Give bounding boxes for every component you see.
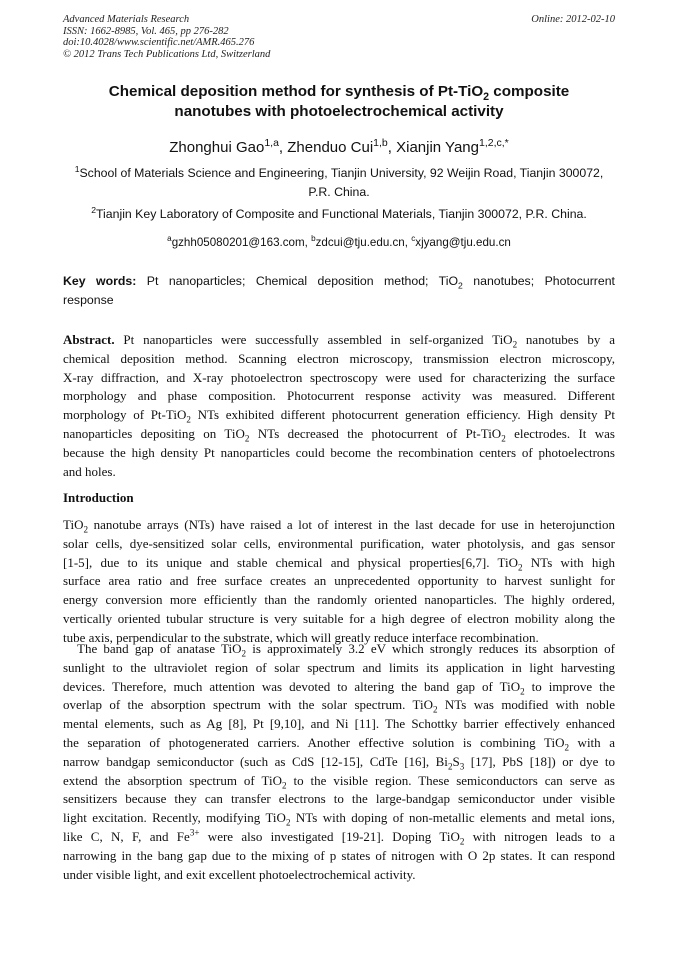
text-run: Pt nanoparticles; Chemical deposition method; TiO xyxy=(136,274,459,288)
text-run: overlap of the absorption spectrum with the solar spectrum. TiO xyxy=(63,697,433,713)
author-list xyxy=(63,138,615,158)
title-line-1 xyxy=(63,82,615,102)
text-run: 2 xyxy=(520,686,525,697)
text-run: 2 xyxy=(241,648,247,659)
text-run: 2 xyxy=(458,280,463,291)
text-run: NTs was modified with noble xyxy=(437,697,615,713)
text-run: energy conversion more efficiently than the randomly oriented nanoparticles. The highly ordered, xyxy=(63,592,615,608)
text-run: solar cells, dye-sensitized solar cells, environmental purification, water photolysis, and gas sensor xyxy=(63,535,615,551)
author-3: Xianjin Yang xyxy=(396,139,479,156)
abstract-label: Abstract. xyxy=(63,332,115,347)
text-run: morphology and phase composition. Photocurrent response activity was measured. Different xyxy=(63,388,615,404)
text-run: 2 xyxy=(564,742,570,753)
email-link[interactable]: gzhh05080201@163.com xyxy=(171,236,305,249)
text-run: P.R. China. xyxy=(308,185,370,199)
text-run: 2 xyxy=(483,91,490,104)
text-run: NTs exhibited different photocurrent generation efficiency. High density Pt xyxy=(190,407,615,423)
journal-doi: doi:10.4028/www.scientific.net/AMR.465.276 xyxy=(63,37,255,48)
journal-issn: ISSN: 1662-8985, Vol. 465, pp 276-282 xyxy=(63,25,229,37)
text-run: 2 xyxy=(244,433,250,444)
affiliation-1 xyxy=(63,164,615,202)
text-run: like C, N, F, and Fe xyxy=(63,828,190,844)
text-run: 3 xyxy=(459,761,465,772)
keywords-label: Key words: xyxy=(63,274,137,288)
text-run: nanotubes; Photocurrent xyxy=(462,274,615,288)
online-date: Online: 2012-02-10 xyxy=(531,14,615,25)
text-run: under visible light, and exit excellent photoelectrochemical activity. xyxy=(63,866,416,882)
text-run: to improve the xyxy=(524,678,615,694)
text-run: c xyxy=(411,234,416,244)
text-run: narrow bandgap semiconductor (such as CdS [12-15], CdTe [16], Bi xyxy=(63,753,448,769)
text-run: [17], PbS [18]) or dye to xyxy=(464,753,615,769)
text-run: 2 xyxy=(447,761,453,772)
text-run: narrowing in the bang gap due to the mixing of p states of nitrogen with O 2p states. It can respond xyxy=(63,847,615,863)
text-run: 2 xyxy=(501,433,506,444)
text-run: , xyxy=(278,139,288,156)
text-run: [1-5], due to its unique and stable chemical and physical properties[6,7]. TiO xyxy=(63,554,518,570)
text-run: 2 xyxy=(432,704,438,715)
text-run: Tianjin Key Laboratory of Composite and Functional Materials, Tianjin 300072, P.R. China. xyxy=(96,207,587,221)
journal-copyright: © 2012 Trans Tech Publications Ltd, Switzerland xyxy=(63,48,271,60)
text-run: Pt nanoparticles were successfully assembled in self-organized TiO xyxy=(114,332,513,347)
text-run: with a xyxy=(569,734,615,750)
author-1-affil: 1,a xyxy=(264,137,279,149)
text-run: nanoparticles depositing on TiO xyxy=(63,425,245,441)
text-run: electrodes. It was xyxy=(505,425,615,441)
text-run: NTs decreased the photocurrent of Pt-TiO xyxy=(249,425,502,441)
text-run: a xyxy=(167,234,172,244)
text-run: morphology of Pt-TiO xyxy=(63,407,187,423)
text-run: chemical deposition method. Scanning electron microscopy, transmission electron microscopy, xyxy=(63,350,615,366)
text-run: 2 xyxy=(91,204,96,215)
intro-paragraph-1 xyxy=(63,516,615,648)
text-run: 1 xyxy=(74,163,80,174)
text-run: TiO xyxy=(63,517,84,532)
text-run: were also investigated [19-21]. Doping TiO xyxy=(199,828,460,844)
text-run: S xyxy=(452,753,460,769)
section-heading-introduction: Introduction xyxy=(63,490,134,505)
author-2: Zhenduo Cui xyxy=(287,139,374,156)
text-run: X-ray diffraction, and X-ray photoelectron spectroscopy were used for characterizing the surface xyxy=(63,369,615,385)
keywords xyxy=(63,272,615,310)
text-run: 2 xyxy=(83,524,89,535)
text-run: , xyxy=(304,236,312,249)
text-run: 2 xyxy=(281,780,287,791)
text-run: response xyxy=(63,293,114,307)
text-run: to the visible region. These semiconductors can serve as xyxy=(286,772,615,788)
journal-name: Advanced Materials Research xyxy=(63,14,190,25)
text-run: surface area ratio and free surface creates an unprecedented opportunity to harvest sunlight for xyxy=(63,573,615,589)
text-run: the separation of photogenerated carriers. Another effective solution is combining TiO xyxy=(63,734,565,750)
text-run: , xyxy=(404,236,412,249)
title-line-2: nanotubes with photoelectrochemical activity xyxy=(174,103,504,120)
text-run: extend the absorption spectrum of TiO xyxy=(63,772,282,788)
text-run: 2 xyxy=(518,562,523,573)
text-run: and holes. xyxy=(63,463,116,479)
text-run: 3+ xyxy=(189,827,200,838)
text-run: 2 xyxy=(285,817,291,828)
author-emails xyxy=(63,233,615,252)
text-run: sensitizers because they can transfer electrons to the large-bandgap semiconductor under visible xyxy=(63,791,615,807)
author-2-affil: 1,b xyxy=(373,137,388,149)
text-run: nanotube arrays (NTs) have raised a lot of interest in the last decade for use in heterojunction xyxy=(88,517,615,532)
text-run: 2 xyxy=(512,339,518,350)
text-run: NTs with doping of non-metallic elements and metal ions, xyxy=(290,810,615,826)
abstract xyxy=(63,331,615,481)
text-run: , xyxy=(387,139,397,156)
text-run: School of Materials Science and Engineering, Tianjin University, 92 Weijin Road, Tianjin 300072, xyxy=(79,166,604,180)
email-link[interactable]: xjyang@tju.edu.cn xyxy=(415,236,511,249)
text-run: is approximately 3.2 eV which strongly reduces its absorption of xyxy=(246,641,615,656)
paper-title xyxy=(63,82,615,122)
text-run: 2 xyxy=(186,414,191,425)
text-run: NTs with high xyxy=(522,554,615,570)
text-run: sunlight to the ultraviolet region of solar spectrum and limits its application in light harvesting xyxy=(63,659,615,675)
text-run: with nitrogen leads to a xyxy=(464,828,615,844)
journal-header xyxy=(63,14,615,60)
author-1: Zhonghui Gao xyxy=(169,139,265,156)
email-link[interactable]: zdcui@tju.edu.cn xyxy=(315,236,405,249)
text-run: because the high density Pt nanoparticles could become the recombination centers of photoelectrons xyxy=(63,444,615,460)
text-run: nanotubes by a xyxy=(517,332,615,347)
text-run: The band gap of anatase TiO xyxy=(77,641,242,656)
text-run: vertically oriented tubular structure is very suitable for a high degree of electron mobility along the xyxy=(63,610,615,626)
text-run: mental elements, such as Ag [8], Pt [9,10], and Ni [11]. The Schottky barrier effectively enhanced xyxy=(63,716,615,732)
text-run: 2 xyxy=(459,836,465,847)
text-run: devices. Therefore, much attention was devoted to altering the band gap of TiO xyxy=(63,678,521,694)
author-3-affil: 1,2,c,* xyxy=(478,137,509,149)
intro-paragraph-2 xyxy=(63,640,615,884)
text-run: b xyxy=(311,234,316,244)
text-run: Chemical deposition method for synthesis of Pt-TiO xyxy=(108,83,484,100)
affiliation-2 xyxy=(63,205,615,224)
text-run: composite xyxy=(489,83,570,100)
text-run: light excitation. Recently, modifying TiO xyxy=(63,810,286,826)
text-run: tube axis, perpendicular to the substrate, which will greatly reduce interface recombination. xyxy=(63,629,539,645)
